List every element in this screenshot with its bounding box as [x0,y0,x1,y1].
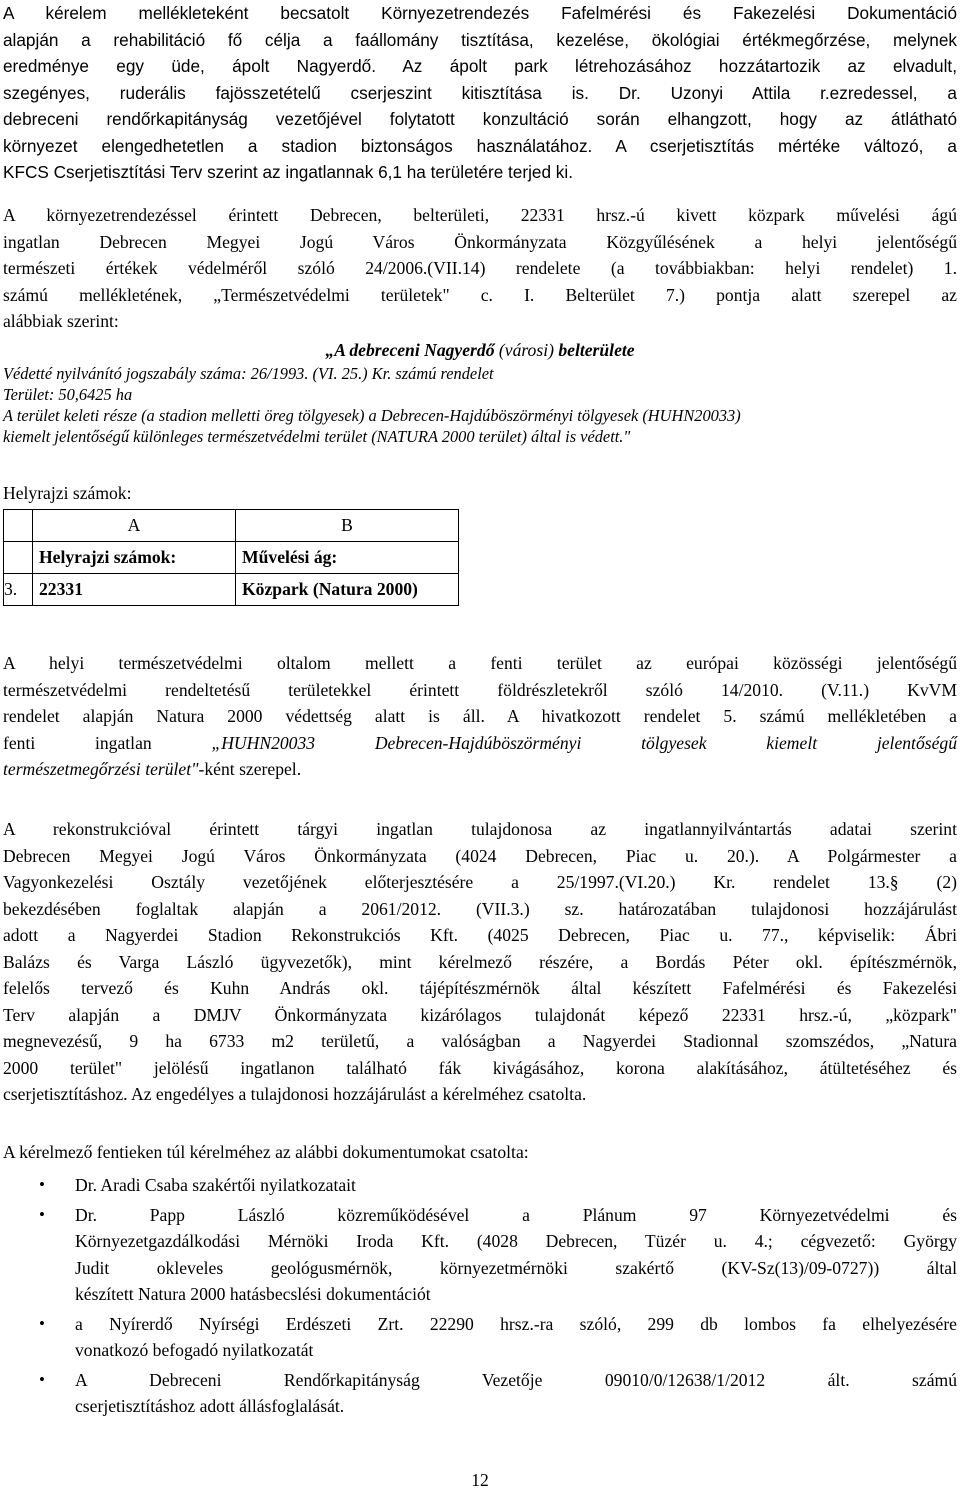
text-line: debreceni rendőrkapitányság vezetőjével folytatott konzultáció során elhangzott, hogy az átlátható [3,109,957,129]
quote-title [0,340,960,361]
text-run-italic: „HUHN20033 Debrecen-Hajdúböszörményi tölgyesek kiemelt jelentőségű [211,732,957,753]
text-line: cserjetisztításhoz adott állásfoglalását. [75,1396,345,1416]
table-header-cell: Helyrajzi számok: [33,542,236,574]
quote-block [3,363,957,447]
text-line: A helyi természetvédelmi oltalom mellett a fenti terület az európai közösségi jelentőségű [3,653,957,673]
text-line: bekezdésében foglaltak alapján a 2061/2012. (VII.3.) sz. határozatában tulajdonosi hozzájárulást [3,898,957,919]
paragraph-natura-2000 [3,650,957,783]
text-line: környezet elengedhetetlen a stadion biztonságos használatához. A cserjetisztítás mértéke változó, a [3,135,957,156]
quote-title-bold: „A debreceni Nagyerdő [325,340,495,360]
text-line: szegényes, ruderális fajösszetételű cserjeszint kitisztítása is. Dr. Uzonyi Attila r.ezredessel, a [3,82,957,103]
table-header-cell: Művelési ág: [236,542,459,574]
parcel-table [3,509,459,606]
text-line: A rekonstrukcióval érintett tárgyi ingatlan tulajdonosa az ingatlannyilvántartás adatai szerint [3,819,957,839]
quote-line: A terület keleti része (a stadion melletti öreg tölgyesek) a Debrecen-Hajdúböszörményi tölgyesek (HUHN20033) [3,406,741,425]
list-item [3,1367,957,1420]
text-line: 2000 terület" jelölésű ingatlanon található fák kivágásához, korona alakításához, átültetéséhez és [3,1057,957,1078]
paragraph-rehabilitation [3,0,957,186]
table-cell [4,542,33,574]
text-line: természeti értékek védelméről szóló 24/2006.(VII.14) rendelete (a továbbiakban: helyi rendelet) 1. [3,258,957,278]
attachments-list [3,1172,957,1423]
list-item [3,1172,957,1199]
text-line [3,730,957,757]
text-line: alábbiak szerint: [3,311,119,331]
table-cell: 3. [4,574,33,606]
text-run: -ként szerepel. [198,759,302,779]
table-cell: Közpark (Natura 2000) [236,574,459,606]
text-line: Dr. Papp László közreműködésével a Plánum 97 Környezetvédelmi és [75,1204,957,1225]
text-line: Balázs és Varga László ügyvezetők), mint kérelmező részére, a Bordás Péter okl. építészmérnök, [3,951,957,972]
quote-line: Védetté nyilvánító jogszabály száma: 26/1993. (VI. 25.) Kr. számú rendelet [3,364,494,383]
table-row [4,510,459,542]
paragraph-ownership [3,816,957,1108]
text-line: vonatkozó befogadó nyilatkozatát [75,1340,314,1360]
text-line: Judit okleveles geológusmérnök, környezetmérnöki szakértő (KV-Sz(13)/09-0727)) által [75,1257,957,1278]
table-cell: 22331 [33,574,236,606]
text-line: A kérelem mellékleteként becsatolt Környezetrendezés Fafelmérési és Fakezelési Dokumentáció [3,3,957,23]
text-line: alapján a rehabilitáció fő célja a faállomány tisztítása, kezelése, ökológiai értékmegőrzése, melynek [3,29,957,50]
text-line: adott a Nagyerdei Stadion Rekonstrukciós Kft. (4025 Debrecen, Piac u. 77., képviselik: Ábri [3,925,957,945]
list-item [3,1202,957,1308]
text-line: ingatlan Debrecen Megyei Jogú Város Önkormányzata Közgyűlésének a helyi jelentőségű [3,231,957,252]
text-line [3,756,957,783]
table-cell: A [33,510,236,542]
attachments-intro: A kérelmező fentieken túl kérelméhez az alábbi dokumentumokat csatolta: [3,1142,529,1162]
bullet-icon: • [39,1369,45,1389]
text-line: Vagyonkezelési Osztály vezetőjének előterjesztésére a 25/1997.(VI.20.) Kr. rendelet 13.§ (2) [3,872,957,892]
text-line: Dr. Aradi Csaba szakértői nyilatkozatait [75,1175,356,1195]
table-cell: B [236,510,459,542]
table-row [4,542,459,574]
text-line: természetvédelmi rendeltetésű területekkel érintett földrészletekről szóló 14/2010. (V.11.) KvVM [3,679,957,700]
text-line: Környezetgazdálkodási Mérnöki Iroda Kft. (4028 Debrecen, Tüzér u. 4.; cégvezető: György [75,1231,957,1251]
quote-title-plain: (városi) [494,340,559,360]
text-line: Debrecen Megyei Jogú Város Önkormányzata (4024 Debrecen, Piac u. 20.). A Polgármester a [3,845,957,866]
text-line: cserjetisztításhoz. Az engedélyes a tulajdonosi hozzájárulást a kérelméhez csatolta. [3,1084,587,1104]
text-line: készített Natura 2000 hatásbecslési dokumentációt [75,1284,431,1304]
bullet-icon: • [39,1204,45,1224]
text-run-italic: természetmegőrzési terület" [3,759,199,779]
table-label: Helyrajzi számok: [3,483,132,503]
text-line: eredménye egy üde, ápolt Nagyerdő. Az ápolt park létrehozásához hozzátartozik az elvadult, [3,56,957,76]
text-run: fenti ingatlan [3,732,212,753]
text-line: KFCS Cserjetisztítási Terv szerint az ingatlannak 6,1 ha területére terjed ki. [3,162,573,182]
text-line: A Debreceni Rendőrkapitányság Vezetője 09010/0/12638/1/2012 ált. számú [75,1369,957,1390]
text-line: A környezetrendezéssel érintett Debrecen, belterületi, 22331 hrsz.-ú kivett közpark művelési ágú [3,205,957,225]
list-item [3,1311,957,1364]
text-line: megnevezésű, 9 ha 6733 m2 területű, a valóságban a Nagyerdei Stadionnal szomszédos, „Natura [3,1031,957,1051]
table-cell [4,510,33,542]
quote-line: Terület: 50,6425 ha [3,385,133,404]
quote-title-bold-end: belterülete [558,340,635,360]
bullet-icon: • [39,1175,45,1194]
quote-line: kiemelt jelentőségű különleges természetvédelmi terület (NATURA 2000 terület) által is védett." [3,427,631,446]
text-line: felelős tervező és Kuhn András okl. tájépítészmérnök által készített Fafelmérési és Fakezelési [3,978,957,998]
text-line: számú mellékletének, „Természetvédelmi területek" c. I. Belterület 7.) pontja alatt szerepel az [3,284,957,305]
text-line: rendelet alapján Natura 2000 védettség alatt is áll. A hivatkozott rendelet 5. számú mellékletében a [3,706,957,726]
paragraph-protected-area [3,202,957,335]
text-line: Terv alapján a DMJV Önkormányzata kizárólagos tulajdonát képező 22331 hrsz.-ú, „közpark" [3,1004,957,1025]
text-line: a Nyírerdő Nyírségi Erdészeti Zrt. 22290 hrsz.-ra szóló, 299 db lombos fa elhelyezésére [75,1313,957,1334]
bullet-icon: • [39,1313,45,1333]
table-row [4,574,459,606]
page-number: 12 [471,1470,489,1490]
